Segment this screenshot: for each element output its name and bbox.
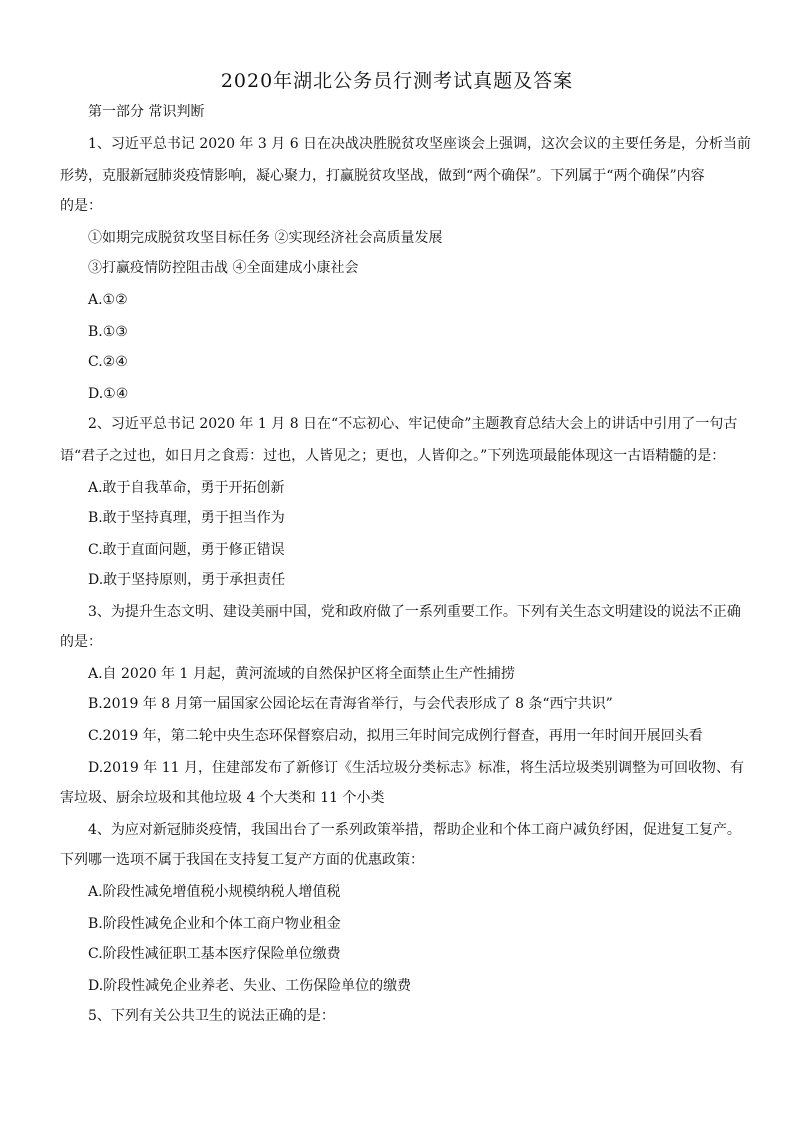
q4-stem-line-2: 下列哪一选项不属于我国在支持复工复产方面的优惠政策： bbox=[60, 852, 424, 868]
q3-option-c: C.2019 年，第二轮中央生态环保督察启动，拟用三年时间完成例行督查，再用一年时间开展回头看 bbox=[88, 728, 703, 744]
q3-option-b: B.2019 年 8 月第一届国家公园论坛在青海省举行，与会代表形成了 8 条“西宁共识” bbox=[88, 696, 613, 712]
q4-stem-line-1: 4、为应对新冠肺炎疫情，我国出台了一系列政策举措，帮助企业和个体工商户减负纾困，促进复工复产。 bbox=[88, 822, 741, 838]
q1-items-line-2: ③打赢疫情防控阻击战 ④全面建成小康社会 bbox=[88, 260, 359, 276]
section-heading: 第一部分 常识判断 bbox=[88, 104, 205, 120]
q2-stem-line-2: 语“君子之过也，如日月之食焉：过也，人皆见之；更也，人皆仰之。”下列选项最能体现这一古语精髓的是： bbox=[60, 448, 726, 464]
q3-option-d-line-1: D.2019 年 11 月，住建部发布了新修订《生活垃圾分类标志》标准，将生活垃圾类别调整为可回收物、有 bbox=[88, 760, 744, 776]
q1-stem-line-1: 1、习近平总书记 2020 年 3 月 6 日在决战决胜脱贫攻坚座谈会上强调，这次会议的主要任务是，分析当前 bbox=[88, 136, 752, 152]
q3-option-d-line-2: 害垃圾、厨余垃圾和其他垃圾 4 个大类和 11 个小类 bbox=[60, 790, 385, 806]
q1-items-line-1: ①如期完成脱贫攻坚目标任务 ②实现经济社会高质量发展 bbox=[88, 230, 443, 246]
q4-option-c: C.阶段性减征职工基本医疗保险单位缴费 bbox=[88, 946, 341, 962]
q1-option-a: A.①② bbox=[88, 292, 128, 308]
q2-option-c: C.敢于直面问题，勇于修正错误 bbox=[88, 542, 285, 558]
q3-stem-line-1: 3、为提升生态文明、建设美丽中国，党和政府做了一系列重要工作。下列有关生态文明建设的说法不正确 bbox=[88, 604, 741, 620]
q1-option-c: C.②④ bbox=[88, 354, 128, 370]
q2-option-a: A.敢于自我革命，勇于开拓创新 bbox=[88, 480, 285, 496]
q4-option-d: D.阶段性减免企业养老、失业、工伤保险单位的缴费 bbox=[88, 978, 412, 994]
q1-stem-line-2: 形势，克服新冠肺炎疫情影响，凝心聚力，打赢脱贫攻坚战，做到“两个确保”。下列属于“两个确保”内容 bbox=[60, 168, 705, 184]
q1-stem-line-3: 的是： bbox=[60, 198, 102, 214]
q3-stem-line-2: 的是： bbox=[60, 634, 102, 650]
q3-option-a: A.自 2020 年 1 月起，黄河流域的自然保护区将全面禁止生产性捕捞 bbox=[88, 666, 515, 682]
q2-option-d: D.敢于坚持原则，勇于承担责任 bbox=[88, 572, 286, 588]
q5-stem-line-1: 5、下列有关公共卫生的说法正确的是： bbox=[88, 1008, 335, 1024]
q4-option-b: B.阶段性减免企业和个体工商户物业租金 bbox=[88, 916, 341, 932]
q2-stem-line-1: 2、习近平总书记 2020 年 1 月 8 日在“不忘初心、牢记使命”主题教育总结大会上的讲话中引用了一句古 bbox=[88, 416, 738, 432]
q2-option-b: B.敢于坚持真理，勇于担当作为 bbox=[88, 510, 285, 526]
q1-option-b: B.①③ bbox=[88, 324, 128, 340]
document-title: 2020年湖北公务员行测考试真题及答案 bbox=[220, 70, 574, 92]
q1-option-d: D.①④ bbox=[88, 386, 129, 402]
q4-option-a: A.阶段性减免增值税小规模纳税人增值税 bbox=[88, 884, 341, 900]
